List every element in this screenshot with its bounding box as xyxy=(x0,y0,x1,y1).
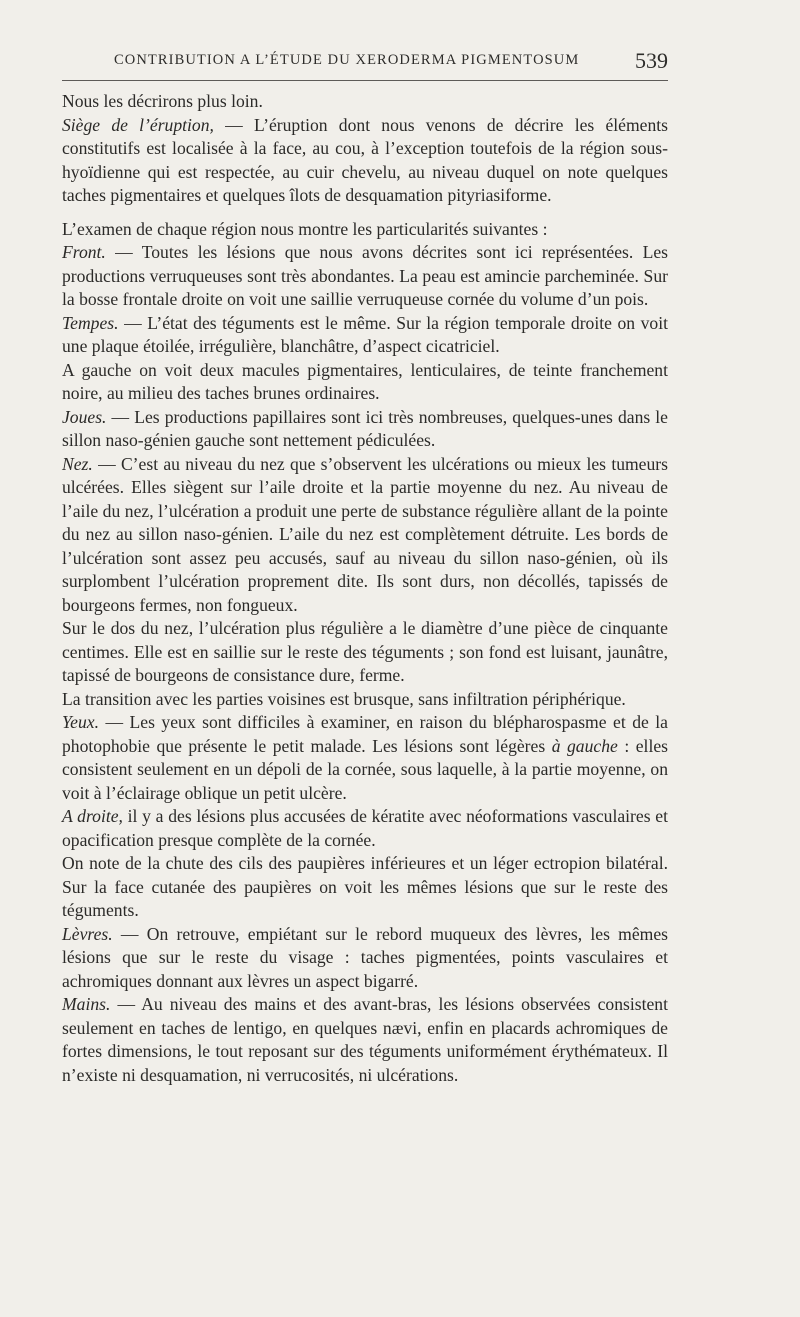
emphasis-text: à gauche xyxy=(551,735,618,756)
body-text xyxy=(62,90,668,1087)
header-rule xyxy=(62,80,668,81)
section-lead: Joues. xyxy=(62,406,107,427)
section-lead: A droite, xyxy=(62,806,123,826)
paragraph xyxy=(62,711,668,805)
section-lead: Yeux. xyxy=(62,712,99,732)
page-number: 539 xyxy=(635,48,668,73)
paragraph xyxy=(62,993,668,1087)
paragraph-text: On note de la chute des cils des paupières inférieures et un léger ectropion bilatéral. Sur la face cutanée des paupières on voit les mêmes lésions que sur le reste des téguments. xyxy=(62,853,668,920)
section-lead: Siège de l’éruption, xyxy=(62,114,214,135)
paragraph-text: — C’est au niveau du nez que s’observent les ulcérations ou mieux les tumeurs ulcérées. Elles siègent sur l’aile droite et la partie moyenne du nez. Au niveau de l’aile du nez, l’ulcération a produit une perte de substance régulière allant de la pointe du nez au sillon naso-génien. L’aile du nez est complètement détruite. Les bords de l’ulcération sont assez peu accusés, sauf au niveau du sillon naso-génien, où ils surplombent l’ulcération proprement dite. Ils sont durs, non décollés, tapissés de bourgeons fermes, non fongueux. xyxy=(62,453,668,615)
paragraph xyxy=(62,359,668,406)
paragraph-text: — Les productions papillaires sont ici très nombreuses, quelques-unes dans le sillon naso-génien gauche sont nettement pédiculées. xyxy=(62,406,668,450)
page-header xyxy=(62,48,668,76)
paragraph-text: — Au niveau des mains et des avant-bras, les lésions observées consistent seulement en taches de lentigo, en quelques nævi, enfin en placards achromiques de fortes dimensions, le tout reposant sur des téguments uniformément érythémateux. Il n’existe ni desquamation, ni verrucosités, ni ulcérations. xyxy=(62,994,668,1085)
paragraph xyxy=(62,617,668,688)
paragraph xyxy=(62,453,668,618)
paragraph xyxy=(62,218,668,242)
paragraph-text: La transition avec les parties voisines est brusque, sans infiltration périphérique. xyxy=(62,688,626,709)
paragraph-text: — L’éruption dont nous venons de décrire les éléments constitutifs est localisée à la face, au cou, à l’exception toutefois de la région sous-hyoïdienne qui est respectée, au cuir chevelu, au niveau duquel on note quelques taches pigmentaires et quelques îlots de desquamation pityriasiforme. xyxy=(62,114,668,205)
paragraph-text: : elles consistent seulement en un dépoli de la cornée, sous laquelle, à la partie moyenne, on voit à l’éclairage oblique un petit ulcère. xyxy=(62,735,668,803)
paragraph-text: Sur le dos du nez, l’ulcération plus régulière a le diamètre d’une pièce de cinquante centimes. Elle est en saillie sur le reste des téguments ; son fond est luisant, jaunâtre, tapissé de bourgeons de consistance dure, ferme. xyxy=(62,618,668,685)
section-lead: Mains. xyxy=(62,994,111,1014)
paragraph-text: — Les yeux sont difficiles à examiner, en raison du blépharospasme et de la photophobie que présente le petit malade. Les lésions sont légères xyxy=(62,712,668,756)
paragraph-text: — L’état des téguments est le même. Sur la région temporale droite on voit une plaque étoilée, irrégulière, blanchâtre, d’aspect cicatriciel. xyxy=(62,312,668,356)
paragraph xyxy=(62,688,668,712)
paragraph xyxy=(62,312,668,359)
paragraph xyxy=(62,241,668,312)
section-lead: Tempes. xyxy=(62,312,119,333)
paragraph-text: A gauche on voit deux macules pigmentaires, lenticulaires, de teinte franchement noire, au milieu des taches brunes ordinaires. xyxy=(62,359,668,403)
section-lead: Nez. xyxy=(62,453,93,474)
paragraph-text: Nous les décrirons plus loin. xyxy=(62,91,263,111)
paragraph xyxy=(62,805,668,852)
paragraph-text: il y a des lésions plus accusées de kératite avec néoformations vasculaires et opacification presque complète de la cornée. xyxy=(62,806,668,850)
paragraph-text: — On retrouve, empiétant sur le rebord muqueux des lèvres, les mêmes lésions que sur le reste du visage : taches pigmentées, points vasculaires et achromiques donnant aux lèvres un aspect bigarré. xyxy=(62,923,668,991)
running-title: CONTRIBUTION A L’ÉTUDE DU XERODERMA PIGMENTOSUM xyxy=(114,52,580,68)
section-lead: Lèvres. xyxy=(62,923,113,944)
paragraph-text: — Toutes les lésions que nous avons décrites sont ici représentées. Les productions verruqueuses sont très abondantes. La peau est amincie parcheminée. Sur la bosse frontale droite on voit une saillie verruqueuse cornée du volume d’un pois. xyxy=(62,242,668,309)
section-lead: Front. xyxy=(62,242,106,262)
paragraph xyxy=(62,406,668,453)
paragraph xyxy=(62,90,668,114)
paragraph-text: L’examen de chaque région nous montre les particularités suivantes : xyxy=(62,218,548,239)
paragraph xyxy=(62,923,668,994)
paragraph xyxy=(62,114,668,208)
paragraph xyxy=(62,852,668,923)
